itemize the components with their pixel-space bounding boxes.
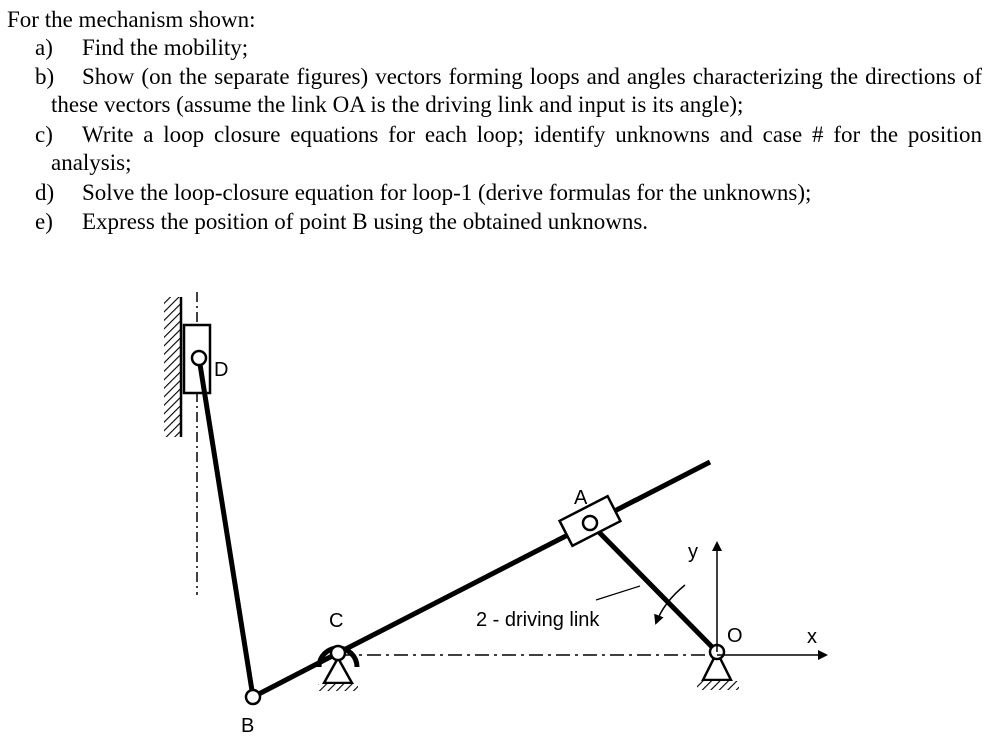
label-y: y [688,541,698,563]
item-e-text: Express the position of point B using the obtained unknowns. [82,209,649,234]
item-a-marker: a) [35,35,53,60]
joint-d [192,351,206,365]
label-c: C [329,610,344,632]
label-d: D [214,359,229,381]
label-x: x [807,626,817,648]
item-c-marker: c) [35,122,53,147]
item-a-text: Find the mobility; [82,35,249,60]
label-driving-link: 2 - driving link [476,609,600,631]
problem-intro: For the mechanism shown: [7,7,256,32]
label-b: B [241,715,255,737]
label-a: A [574,487,588,509]
item-e-marker: e) [35,209,53,234]
item-b-text: Show (on the separate figures) vectors forming loops and angles characterizing the directions of these vectors (assume the link OA is the driving link and input is its angle); [51,64,982,117]
item-d-text: Solve the loop-closure equation for loop-1 (derive formulas for the unknowns); [82,180,812,205]
fixed-wall-left [164,297,181,437]
item-d-marker: d) [35,180,55,205]
link-db [199,358,253,697]
item-b-marker: b) [35,64,55,89]
item-c-text: Write a loop closure equations for each loop; identify unknowns and case # for the position analysis; [51,122,982,175]
joint-a [583,516,597,530]
joint-b [246,690,260,704]
label-o: O [727,625,743,647]
driving-link-leader [596,586,640,600]
joint-c [331,646,345,660]
